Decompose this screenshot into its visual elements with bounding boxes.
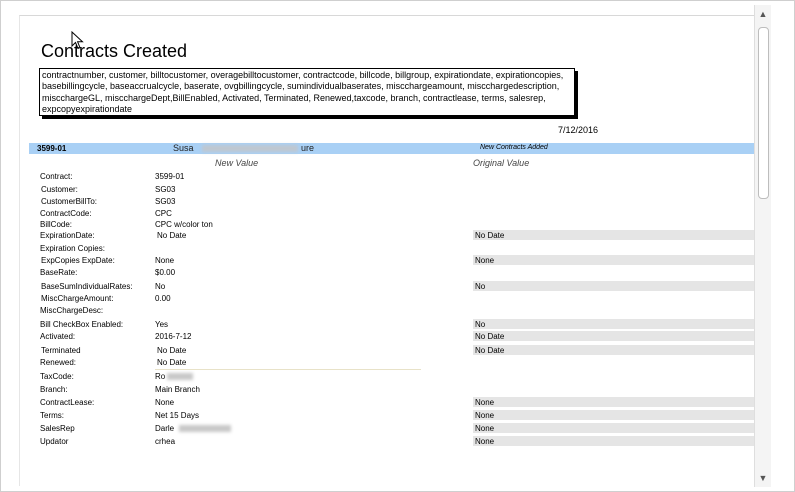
new-value: SG03 <box>155 185 176 194</box>
field-label: Contract: <box>40 172 73 181</box>
contract-number: 3599-01 <box>37 144 67 153</box>
detail-row <box>1 219 761 230</box>
field-label: Expiration Copies: <box>40 244 105 253</box>
detail-row <box>1 196 761 207</box>
detail-row <box>1 371 761 382</box>
new-value: No Date <box>157 346 187 355</box>
detail-row <box>1 267 761 278</box>
original-value: None <box>473 410 754 420</box>
contract-header-band <box>29 143 754 154</box>
new-value: None <box>155 256 175 265</box>
new-value: crhea <box>155 437 176 446</box>
redacted-customer-name <box>202 145 298 152</box>
detail-row <box>1 171 761 182</box>
original-value: None <box>473 423 754 433</box>
original-value: None <box>473 436 754 446</box>
scroll-up-icon[interactable]: ▲ <box>758 9 768 19</box>
field-label: CustomerBillTo: <box>41 197 98 206</box>
field-label: Terms: <box>40 411 64 420</box>
original-value: No Date <box>473 345 754 355</box>
field-label: BaseSumIndividualRates: <box>41 282 133 291</box>
field-label: MiscChargeDesc: <box>40 306 104 315</box>
new-value-header: New Value <box>215 158 259 168</box>
scrollbar-thumb[interactable] <box>758 27 769 199</box>
field-label: Activated: <box>40 332 76 341</box>
new-value: Main Branch <box>155 385 200 394</box>
new-value: Net 15 Days <box>155 411 200 420</box>
new-value: CPC w/color ton <box>155 220 213 229</box>
field-label: SalesRep <box>40 424 75 433</box>
field-label: MiscChargeAmount: <box>41 294 114 303</box>
field-label: Updator <box>40 437 69 446</box>
original-value: None <box>473 397 754 407</box>
new-value: 0.00 <box>155 294 171 303</box>
detail-row <box>1 208 761 219</box>
field-label: ContractLease: <box>40 398 95 407</box>
detail-row <box>1 184 761 195</box>
detail-row <box>1 410 761 421</box>
field-label: BillCode: <box>40 220 73 229</box>
new-value: No Date <box>157 231 187 240</box>
new-value: $0.00 <box>155 268 176 277</box>
original-value: None <box>473 255 754 265</box>
redacted-taxcode <box>167 373 193 380</box>
vertical-scrollbar[interactable] <box>754 5 771 487</box>
field-label: ExpirationDate: <box>40 231 95 240</box>
new-value: CPC <box>155 209 172 218</box>
separator-line <box>155 369 421 370</box>
detail-row <box>1 230 761 241</box>
original-value-header: Original Value <box>473 158 530 168</box>
detail-row <box>1 305 761 316</box>
field-label: BaseRate: <box>40 268 78 277</box>
detail-row <box>1 255 761 266</box>
scroll-down-icon[interactable]: ▼ <box>758 473 768 483</box>
detail-row <box>1 397 761 408</box>
new-value: None <box>155 398 175 407</box>
field-list-box: contractnumber, customer, billtocustomer, overagebilltocustomer, contractcode, billcode, billgroup, expirationdate, expirationcopies, basebillingcycle, baseaccrualcycle, baserate, ovgbillingcycle, sumindividualbaserates, miscchargeamount, miscchargedescription, miscchargeGL, miscchargeDept,BillEnabled, Activated, Terminated, Renewed,taxcode, branch, contractlease, terms, salesrep, expcopyexpirationdate <box>39 68 575 116</box>
original-value: No Date <box>473 230 754 240</box>
redacted-salesrep <box>179 425 231 432</box>
detail-row <box>1 243 761 254</box>
detail-row <box>1 384 761 395</box>
field-label: Branch: <box>40 385 68 394</box>
customer-name <box>173 143 194 153</box>
detail-row <box>1 319 761 330</box>
detail-row <box>1 331 761 342</box>
new-value: No <box>155 282 166 291</box>
report-title: Contracts Created <box>41 41 188 61</box>
customer-name-end: ure <box>301 143 315 153</box>
detail-row <box>1 345 761 356</box>
field-label: Bill CheckBox Enabled: <box>40 320 124 329</box>
customer-name-start: Susa <box>173 143 194 153</box>
original-value: No <box>473 319 754 329</box>
new-value: Ro <box>155 372 166 381</box>
new-value: SG03 <box>155 197 176 206</box>
field-label: ContractCode: <box>40 209 92 218</box>
report-date: 7/12/2016 <box>558 125 599 135</box>
detail-row <box>1 436 761 447</box>
field-label: Terminated <box>41 346 81 355</box>
new-value: 2016-7-12 <box>155 332 192 341</box>
field-label: ExpCopies ExpDate: <box>41 256 115 265</box>
detail-row <box>1 357 761 368</box>
status-label: New Contracts Added <box>480 144 548 151</box>
original-value: No <box>473 281 754 291</box>
detail-row <box>1 293 761 304</box>
new-value: 3599-01 <box>155 172 185 181</box>
new-value: No Date <box>157 358 187 367</box>
new-value: Darle <box>155 424 175 433</box>
field-label: Customer: <box>41 185 78 194</box>
original-value: No Date <box>473 331 754 341</box>
field-label: Renewed: <box>40 358 77 367</box>
field-label: TaxCode: <box>40 372 74 381</box>
detail-row <box>1 423 761 434</box>
detail-row <box>1 281 761 292</box>
new-value: Yes <box>155 320 169 329</box>
